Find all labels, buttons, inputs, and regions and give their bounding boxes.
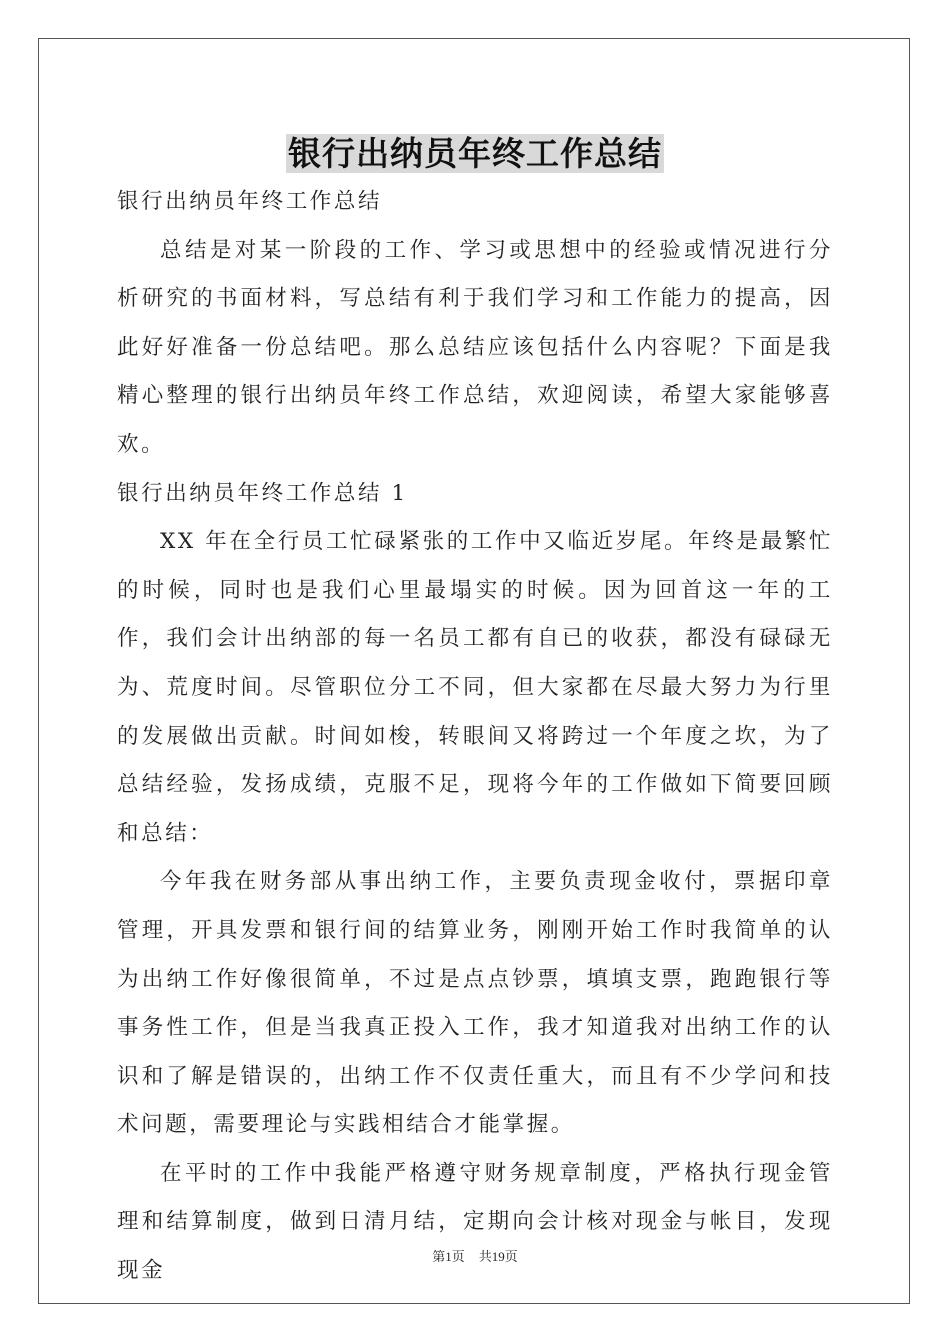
intro-paragraph: 总结是对某一阶段的工作、学习或思想中的经验或情况进行分析研究的书面材料，写总结有利于我们学习和工作能力的提高，因此好好准备一份总结吧。那么总结应该包括什么内容呢？下面是我精心整理的银行出纳员年终工作总结，欢迎阅读，希望大家能够喜欢。 <box>117 237 833 457</box>
page-total: 共19页 <box>478 1249 518 1264</box>
body-paragraph: 在平时的工作中我能严格遵守财务规章制度，严格执行现金管理和结算制度，做到日清月结，定期向会计核对现金与帐目，发现现金 <box>117 1160 833 1284</box>
page-footer <box>0 1246 950 1265</box>
body-paragraph: XX 年在全行员工忙碌紧张的工作中又临近岁尾。年终是最繁忙的时候，同时也是我们心里最塌实的时候。因为回首这一年的工作，我们会计出纳部的每一名员工都有自已的收获，都没有碌碌无为、荒度时间。尽管职位分工不同，但大家都在尽最大努力为行里的发展做出贡献。时间如梭，转眼间又将跨过一个年度之坎，为了总结经验，发扬成绩，克服不足，现将今年的工作做如下简要回顾和总结： <box>117 529 833 846</box>
body-paragraph: 今年我在财务部从事出纳工作，主要负责现金收付，票据印章管理，开具发票和银行间的结算业务，刚刚开始工作时我简单的认为出纳工作好像很简单，不过是点点钞票，填填支票，跑跑银行等事务性工作，但是当我真正投入工作，我才知道我对出纳工作的认识和了解是错误的，出纳工作不仅责任重大，而且有不少学问和技术问题，需要理论与实践相结合才能掌握。 <box>117 869 833 1138</box>
document-title-text: 银行出纳员年终工作总结 <box>288 134 662 173</box>
page-number: 第1页 <box>432 1249 465 1264</box>
subtitle-heading: 银行出纳员年终工作总结 <box>117 189 383 214</box>
section-heading: 银行出纳员年终工作总结 1 <box>117 480 408 506</box>
document-title <box>0 128 950 175</box>
document-body <box>117 178 833 1296</box>
